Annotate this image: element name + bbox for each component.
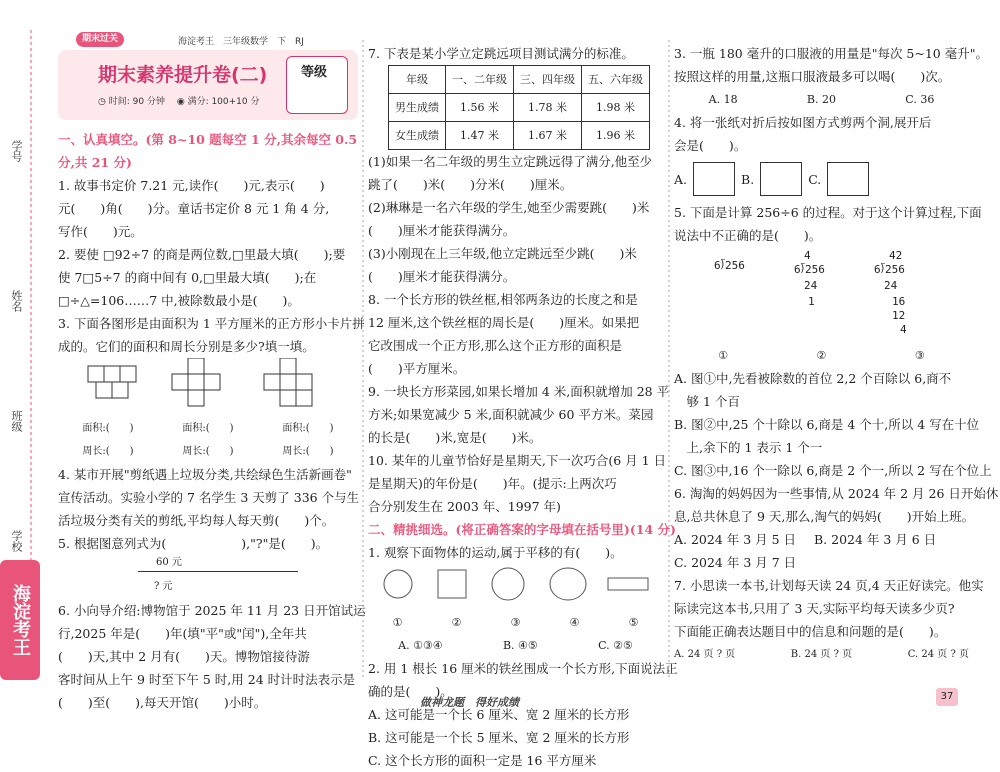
question-1-2: 2. 要使 □92÷7 的商是两位数,□里最大填( );要 使 7□5÷7 的商中间有 0,□里最大填( );在 □÷△=106……7 中,被除数最小是( )。 [58,247,346,308]
q5-segment-diagram: 60 元 ? 元 [58,555,358,599]
column-divider-1 [362,40,364,680]
column-2 [368,42,678,772]
svg-text:24: 24 [884,279,898,292]
column-divider-2 [668,40,670,680]
question-2-4: 4. 将一张纸对折后按如图方式剪两个洞,展开后 会是( )。 A. B. C. [674,111,969,201]
window-icon [438,570,466,598]
q25-numbers: ① ② ③ [718,349,925,362]
svg-text:24: 24 [804,279,818,292]
svg-text:4: 4 [900,323,907,336]
question-1-3: 3. 下面各图形是由面积为 1 平方厘米的正方形小卡片拼 成的。它们的面积和周长分别是多少?填一填。 面积:( ) 周长:( ) 面积:( ) 周长:( ) 面积:( ) 周长:( ) [58,312,358,463]
question-1-10: 10. 某年的儿童节恰好是星期天,下一次巧合(6 月 1 日 是星期天)的年份是( )年。(提示:上两次巧 合分别发生在 2003 年、1997 年) [368,453,667,514]
option-b-figure-icon [760,162,802,196]
q21-motion-pictures [368,564,663,604]
binding-label-school: 学校 [10,530,23,552]
grade-label: 等级 [301,65,328,80]
svg-text:1: 1 [808,295,815,308]
q27-options: A. 24 页 ? 页 B. 24 页 ? 页 C. 24 页 ? 页 [674,649,969,660]
question-1-8: 8. 一个长方形的铁丝框,相邻两条边的长度之和是 12 厘米,这个铁丝框的周长是( )厘米。如果把 它改围成一个正方形,那么这个正方形的面积是 ( )平方厘米。 [368,292,640,376]
question-2-3: 3. 一瓶 180 毫升的口服液的用量是"每次 5~10 毫升"。 按照这样的用量,这瓶口服液最多可以喝( )次。 A. 18 B. 20 C. 36 [674,42,969,111]
question-2-5: 5. 下面是计算 256÷6 的过程。对于这个计算过程,下面 说法中不正确的是( )。 6⟌256 4 6⟌256 24 1 42 6⟌256 24 16 12 4 ① ② ③ A. 图①中,先看被除数的首位 2,2 个百除以 6,商不 够 1 个百 B. 图②中,25 个十除以 6,商是 4 个十,所以 4 写在十位 上,余下的 1 表示 1 个一 C. 图③中,16 个一除以 6,商是 2 个一,所以 2 写在个位上 [674,205,992,478]
option-a-figure-icon [693,162,735,196]
section-2-title: 二、精挑细选。(将正确答案的字母填在括号里)(14 分) [368,522,676,537]
question-2-7: 7. 小思读一本书,计划每天读 24 页,4 天正好读完。他实 际读完这本书,只用了 3 天,实际平均每天读多少页? 下面能正确表达题目中的信息和问题的是( )。 A. 24 页 ? 页 B. 24 页 ? 页 C. 24 页 ? 页 [674,574,969,666]
clock-icon: ◷ [98,97,106,107]
svg-text:12: 12 [892,309,906,322]
q3-tile-figures [58,358,358,410]
brand-seal-logo: 海淀考王 [0,560,40,680]
q21-options: A. ①③④ B. ④⑤ C. ②⑤ [398,639,633,652]
svg-text:42: 42 [889,249,903,262]
drawer-icon [608,578,648,590]
binding-label-id: 学号 [10,140,23,162]
footer-slogan: 做神龙题 得好成绩 [420,696,519,709]
question-1-7-subparts: (1)如果一名二年级的男生立定跳远得了满分,他至少 跳了( )米( )分米( )厘米。 (2)琳琳是一名六年级的学生,她至少需要跳( )米 ( )厘米才能获得满分。 (3)小刚现在上三年级,他立定跳远至少跳( )米 ( )厘米才能获得满分。 [368,154,653,284]
question-1-9: 9. 一块长方形菜园,如果长增加 4 米,面积就增加 28 平 方米;如果宽减少 5 米,面积就减少 60 平方米。菜园 的长是( )米,宽是( )米。 [368,384,670,445]
column-1 [58,128,366,714]
svg-text:16: 16 [892,295,906,308]
question-2-2: 2. 用 1 根长 16 厘米的铁丝围成一个长方形,下面说法正 确的是( )。 A. 这可能是一个长 6 厘米、宽 2 厘米的长方形 B. 这可能是一个长 5 厘米、宽 2 厘米的长方形 C. 这个长方形的面积一定是 16 平方厘米 [368,661,678,768]
binding-margin [0,30,55,590]
q3-answer-labels: 面积:( ) 周长:( ) 面积:( ) 周长:( ) 面积:( ) 周长:( ) [82,423,334,457]
svg-text:6⟌256: 6⟌256 [714,259,745,272]
fan-icon [550,568,586,600]
exam-score: 满分: 100+10 分 [187,97,260,107]
binding-dashed-line [30,30,32,590]
binding-label-class: 班级 [10,410,23,432]
page-number: 37 [936,688,958,706]
binding-label-name: 姓名 [10,290,23,312]
column-3 [674,42,999,666]
section-badge: 期末过关 [76,32,124,47]
question-1-7: 7. 下表是某小学立定跳远项目测试满分的标准。 [368,46,634,61]
question-2-6: 6. 淘淘的妈妈因为一些事情,从 2024 年 2 月 26 日开始休 息,总共休息了 9 天,那么,淘气的妈妈( )开始上班。 A. 2024 年 3 月 5 日 B. 2024 年 3 月 6 日 C. 2024 年 3 月 7 日 [674,486,999,570]
question-1-6: 6. 小向导介绍:博物馆于 2025 年 11 月 23 日开馆试运 行,2025 年是( )年(填"平"或"闰"),全年共 ( )天,其中 2 月有( )天。博物馆接待游 客时间从上午 9 时至下午 5 时,用 24 时计时法表示是 ( )至( ),每天开馆( )小时。 [58,603,366,710]
grade-box [286,56,348,114]
exam-meta [98,94,260,107]
q25-division-figures [674,247,969,337]
question-1-1: 1. 故事书定价 7.21 元,读作( )元,表示( ) 元( )角( )分。童话书定价 8 元 1 角 4 分, 写作( )元。 [58,178,330,239]
q21-numbers: ① ② ③ ④ ⑤ [392,616,639,629]
question-1-4: 4. 某市开展"剪纸遇上垃圾分类,共绘绿色生活新画卷" 宣传活动。实验小学的 7 名学生 3 天剪了 336 个与生 活垃圾分类有关的剪纸,平均每人每天剪( )个。 [58,467,360,528]
svg-text:6⟌256: 6⟌256 [794,263,825,276]
svg-text:6⟌256: 6⟌256 [874,263,905,276]
page-title: 期末素养提升卷(二) [98,64,268,86]
star-icon: ◉ [167,97,185,107]
long-jump-table: 年级 一、二年级 三、四年级 五、六年级 男生成绩 1.56 米 1.78 米 1.98 米 女生成绩 1.47 米 1.67 米 1.96 米 [388,65,650,150]
exam-time: 时间: 90 分钟 [108,97,165,107]
ferris-wheel-icon [492,568,524,600]
section-1-title: 一、认真填空。(第 8~10 题每空 1 分,其余每空 0.5 分,共 21 分) [58,132,358,170]
pinwheel-icon [384,570,412,598]
question-2-1: 1. 观察下面物体的运动,属于平移的有( )。 ① ② ③ ④ ⑤ A. ①③④ B. ④⑤ C. ②⑤ [368,541,663,657]
header-strip [58,32,358,50]
title-banner [58,50,358,120]
svg-text:4: 4 [804,249,811,262]
option-c-figure-icon [827,162,869,196]
q24-options: A. B. C. [674,157,969,201]
header-info: 海淀考王 三年级数学 下 RJ [178,37,304,47]
q23-options: A. 18 B. 20 C. 36 [708,93,935,106]
question-1-5: 5. 根据图意列式为( ),"?"是( )。 60 元 ? 元 [58,532,358,599]
